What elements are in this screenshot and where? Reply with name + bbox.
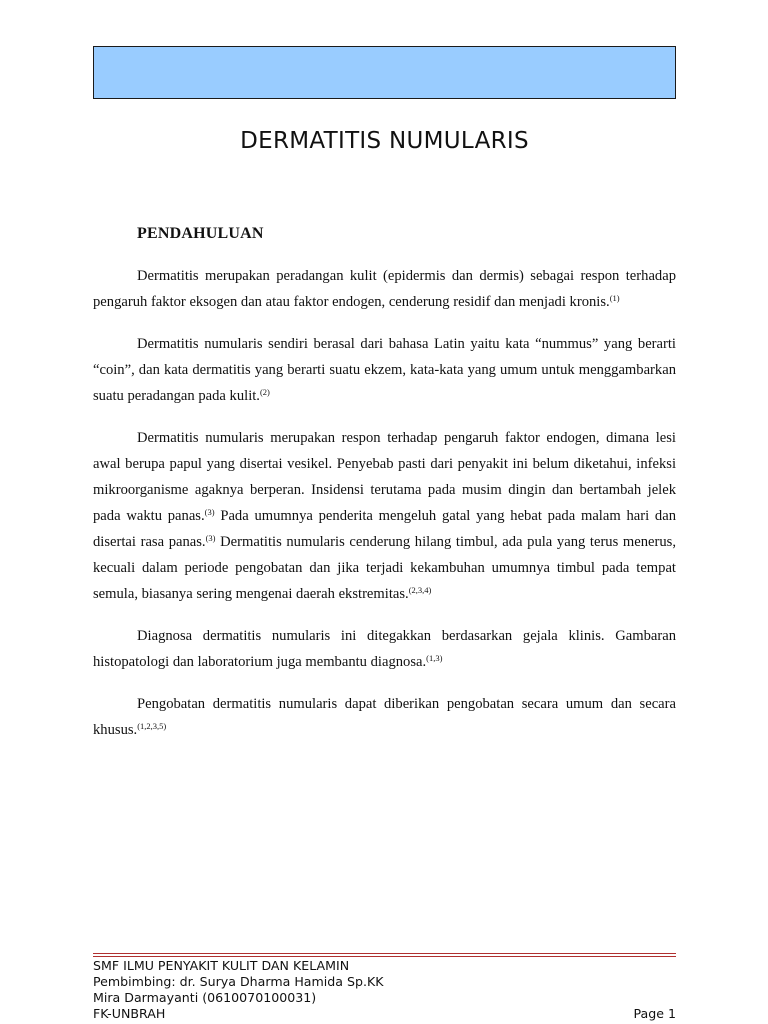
citation: (3) bbox=[204, 507, 215, 517]
page-number: Page 1 bbox=[633, 1006, 676, 1021]
paragraph bbox=[93, 691, 676, 743]
document-title: DERMATITIS NUMULARIS bbox=[240, 128, 529, 154]
citation: (3) bbox=[205, 533, 216, 543]
section-heading: PENDAHULUAN bbox=[137, 225, 264, 242]
citation: (1,3) bbox=[426, 653, 443, 663]
footer-institution: FK-UNBRAH bbox=[93, 1006, 166, 1021]
paragraph-text: Dermatitis merupakan peradangan kulit (epidermis dan dermis) sebagai respon terhadap pengaruh faktor eksogen dan atau faktor endogen, cenderung residif dan menjadi kronis. bbox=[93, 268, 676, 310]
footer-divider bbox=[93, 953, 676, 957]
paragraph-text: Pengobatan dermatitis numularis dapat diberikan pengobatan secara umum dan secara khusus. bbox=[93, 696, 676, 738]
paragraph bbox=[93, 623, 676, 675]
paragraph-text: Pada umumnya penderita mengeluh gatal yang hebat pada malam hari dan disertai rasa panas. bbox=[93, 508, 676, 550]
footer-supervisor: Pembimbing: dr. Surya Dharma Hamida Sp.KK bbox=[93, 974, 384, 989]
paragraph bbox=[93, 331, 676, 409]
page-footer bbox=[93, 958, 676, 1022]
paragraph bbox=[93, 425, 676, 607]
paragraph-text: Dermatitis numularis sendiri berasal dari bahasa Latin yaitu kata “nummus” yang berarti “coin”, dan kata dermatitis yang berarti suatu ekzem, kata-kata yang umum untuk menggambarkan suatu peradangan pada kulit. bbox=[93, 336, 676, 404]
footer-department: SMF ILMU PENYAKIT KULIT DAN KELAMIN bbox=[93, 958, 350, 973]
paragraph-text: Dermatitis numularis cenderung hilang timbul, ada pula yang terus menerus, kecuali dalam periode pengobatan dan jika terjadi kekambuhan umumnya timbul pada tempat semula, biasanya sering mengenai daerah ekstremitas. bbox=[93, 534, 677, 602]
header-banner bbox=[93, 46, 676, 99]
citation: (1) bbox=[609, 293, 620, 303]
citation: (2,3,4) bbox=[408, 585, 432, 595]
citation: (2) bbox=[259, 387, 270, 397]
paragraph bbox=[93, 263, 676, 315]
paragraph-text: Dermatitis numularis merupakan respon terhadap pengaruh faktor endogen, dimana lesi awal berupa papul yang disertai vesikel. Penyebab pasti dari penyakit ini belum diketahui, infeksi mikroorganisme agaknya berperan. Insidensi terutama pada musim dingin dan bertambah jelek pada waktu panas. bbox=[93, 430, 676, 524]
citation: (1,2,3,5) bbox=[137, 721, 167, 731]
footer-author: Mira Darmayanti (0610070100031) bbox=[93, 990, 317, 1005]
body-text bbox=[93, 263, 676, 759]
paragraph-text: Diagnosa dermatitis numularis ini ditegakkan berdasarkan gejala klinis. Gambaran histopatologi dan laboratorium juga membantu diagnosa. bbox=[93, 628, 676, 670]
